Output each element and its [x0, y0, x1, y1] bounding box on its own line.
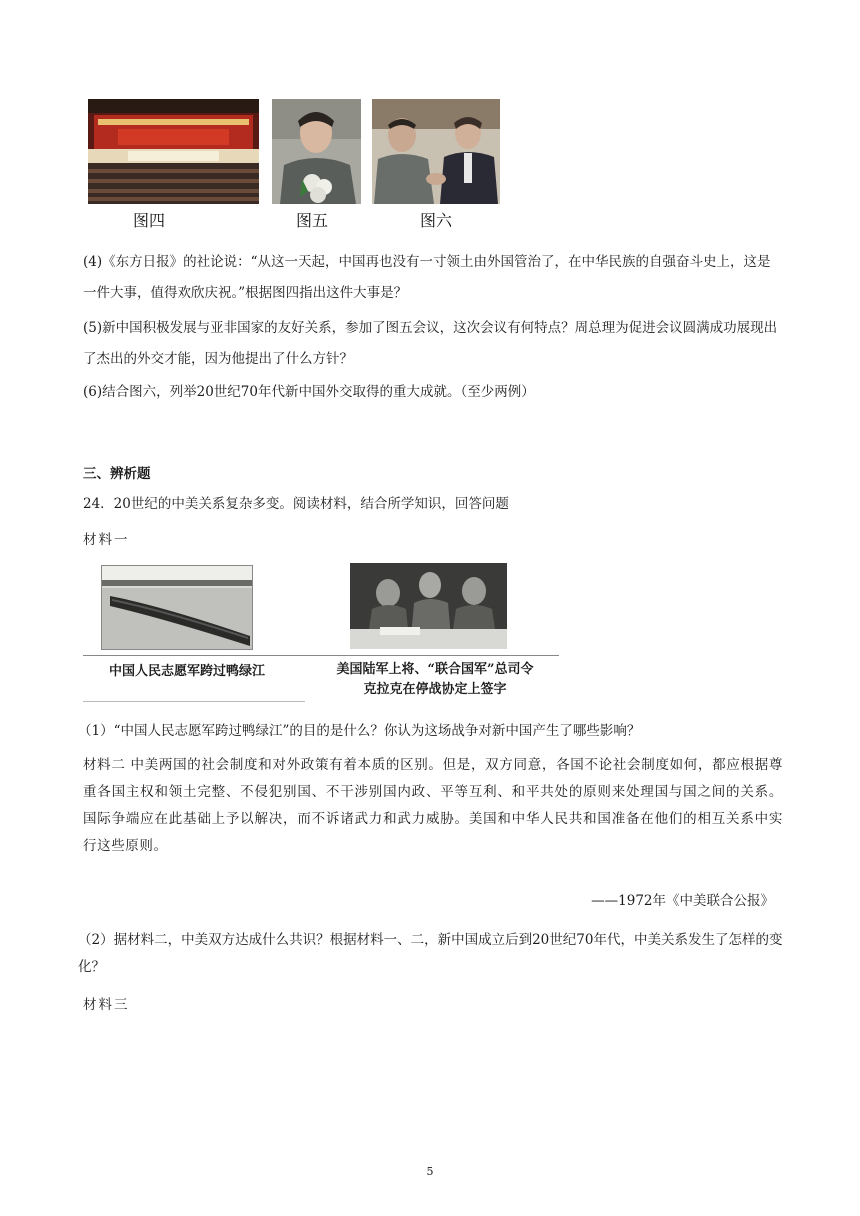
figure-6-photo [372, 99, 500, 204]
figure-6-caption: 图六 [420, 211, 453, 230]
photo-2-caption-line-1: 美国陆军上将、“联合国军”总司令 [336, 662, 534, 677]
photo-1-caption: 中国人民志愿军跨过鸭绿江 [108, 664, 265, 679]
question-24-stem: 24．20世纪的中美关系复杂多变。阅读材料，结合所学知识，回答问题 [83, 496, 509, 512]
material-1-caption-bottom-rule [83, 701, 305, 702]
material-2: 材料二 中美两国的社会制度和对外政策有着本质的区别。但是，双方同意，各国不论社会制度如何，都应根据尊重各国主权和领土完整、不侵犯别国、不干涉别国内政、平等互利、和平共处的原则来处理国与国之间的关系。国际争端应在此基础上予以解决，而不诉诸武力和武力威胁。美国和中华人民共和国准备在他们的相互关系中实行这些原则。 [83, 757, 783, 854]
photo-2-caption-line-2: 克拉克在停战协定上签字 [363, 682, 507, 697]
sub-question-2: （2）据材料二，中美双方达成什么共识？根据材料一、二，新中国成立后到20世纪70年代，中美关系发生了怎样的变化？ [78, 932, 783, 975]
sub-question-1: （1）“中国人民志愿军跨过鸭绿江”的目的是什么？你认为这场战争对新中国产生了哪些影响？ [78, 723, 641, 739]
figure-4-photo [88, 99, 259, 204]
material-3-label: 材料三 [83, 997, 130, 1013]
section-heading: 三、辨析题 [83, 466, 151, 482]
figure-5-caption: 图五 [296, 211, 329, 230]
material-1-label: 材料一 [83, 532, 130, 548]
figure-5-photo [272, 99, 361, 204]
material-2-source: ——1972年《中美联合公报》 [591, 893, 774, 909]
figure-4-caption: 图四 [133, 211, 166, 230]
armistice-signing-photo [350, 563, 507, 649]
question-5: (5)新中国积极发展与亚非国家的友好关系，参加了图五会议，这次会议有何特点？周总理为促进会议圆满成功展现出了杰出的外交才能，因为他提出了什么方针？ [83, 320, 778, 367]
material-1-caption-border [83, 655, 559, 656]
volunteer-army-photo [101, 565, 253, 650]
question-6: (6)结合图六，列举20世纪70年代新中国外交取得的重大成就。（至少两例） [83, 384, 535, 400]
question-4: (4)《东方日报》的社论说：“从这一天起，中国再也没有一寸领土由外国管治了，在中华民族的自强奋斗史上，这是一件大事，值得欢欣庆祝。”根据图四指出这件大事是？ [83, 254, 771, 301]
page-number: 5 [426, 1165, 434, 1178]
